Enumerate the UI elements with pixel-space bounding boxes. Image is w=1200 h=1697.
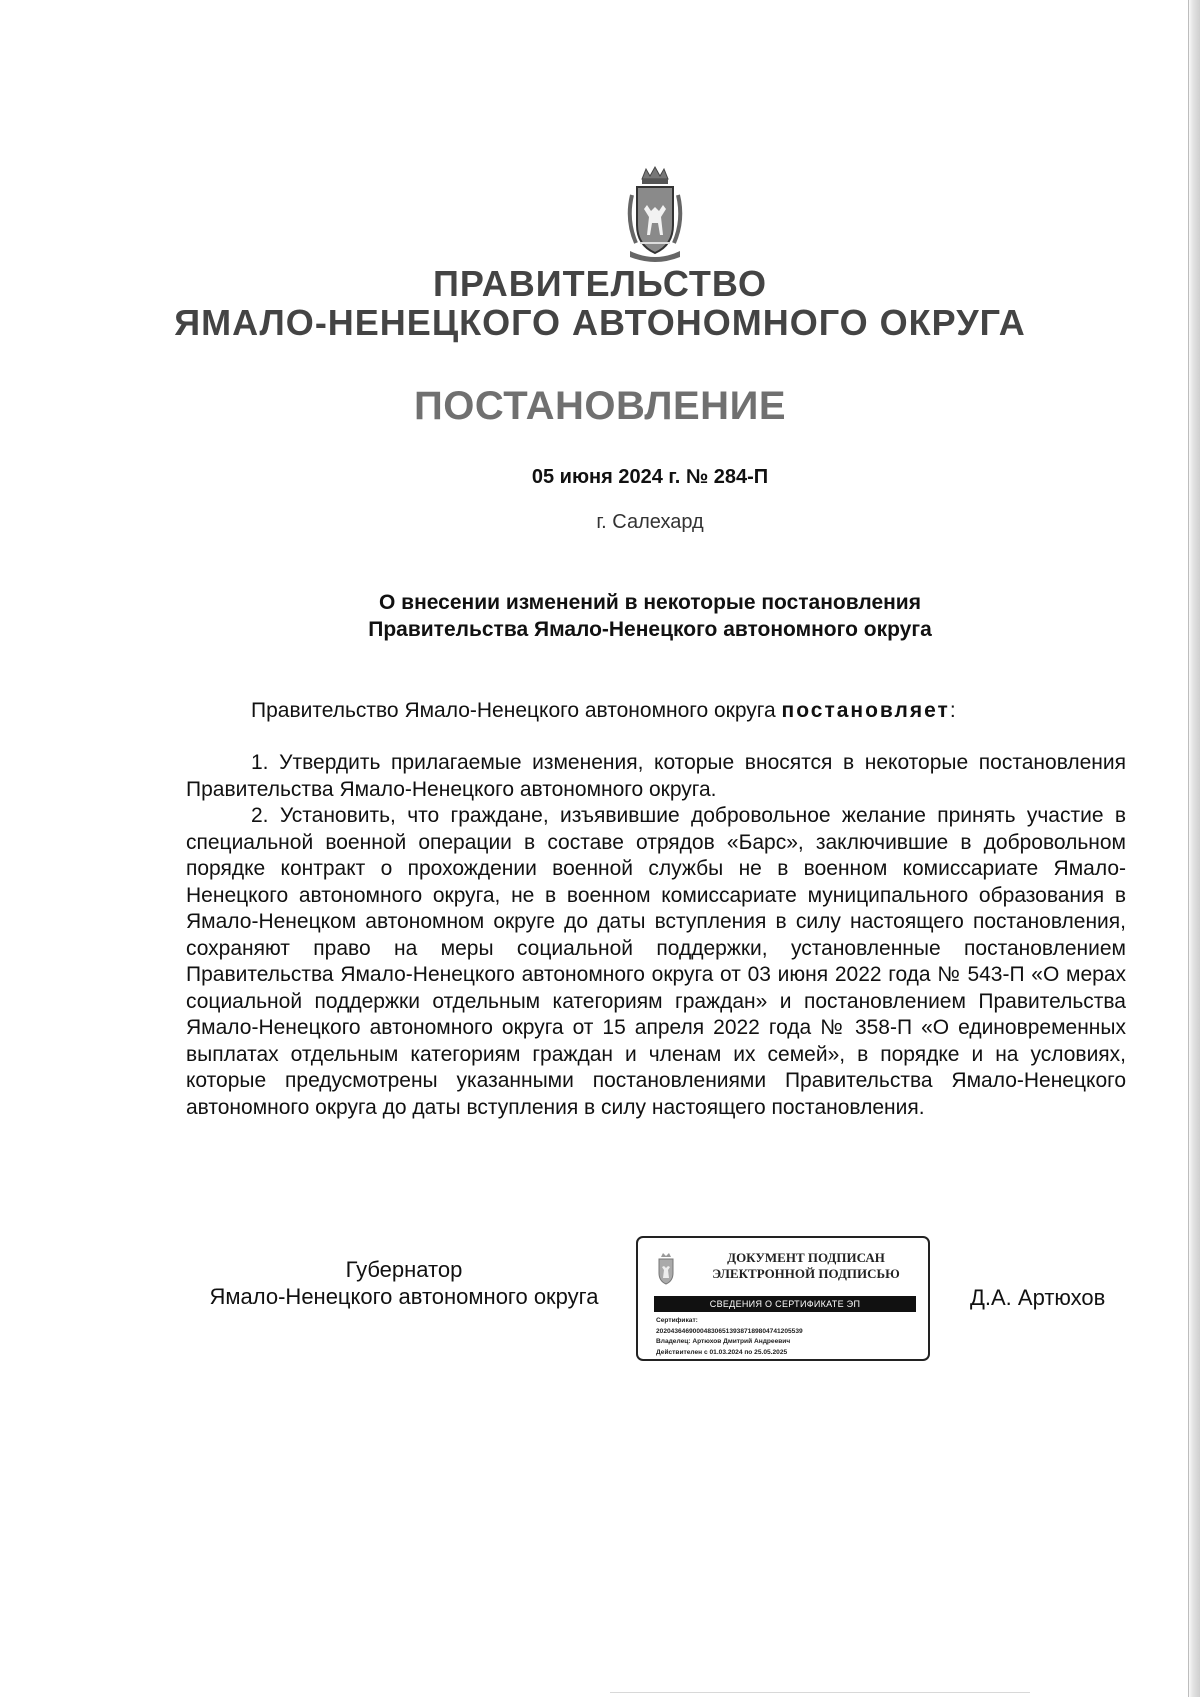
preamble-emphasis: постановляет <box>781 699 950 722</box>
stamp-certificate-details <box>656 1316 922 1358</box>
electronic-signature-stamp <box>636 1236 930 1361</box>
government-title: ПРАВИТЕЛЬСТВО <box>432 263 768 304</box>
subject-line: О внесении изменений в некоторые постановления <box>379 591 921 614</box>
stamp-heading <box>688 1250 924 1282</box>
document-city: г. Салехард <box>596 511 704 533</box>
certificate-label: Сертификат: <box>656 1317 698 1324</box>
document-date-number: 05 июня 2024 г. № 284-П <box>531 466 769 488</box>
scan-artifact-line <box>610 1692 1030 1693</box>
preamble <box>251 699 956 723</box>
document-type: ПОСТАНОВЛЕНИЕ <box>413 384 786 428</box>
preamble-suffix: : <box>949 699 956 722</box>
government-region: ЯМАЛО-НЕНЕЦКОГО АВТОНОМНОГО ОКРУГА <box>174 302 1026 343</box>
subject-line: Правительства Ямало-Ненецкого автономного округа <box>368 618 932 641</box>
signatory-position: Губернатор <box>345 1257 463 1282</box>
certificate-validity: Действителен с 01.03.2024 по 25.05.2025 <box>656 1348 788 1356</box>
document-subject <box>310 589 990 643</box>
document-body <box>186 750 1126 1121</box>
stamp-certificate-bar: СВЕДЕНИЯ О СЕРТИФИКАТЕ ЭП <box>654 1296 916 1312</box>
stamp-heading-line: ЭЛЕКТРОННОЙ ПОДПИСЬЮ <box>712 1266 900 1281</box>
paragraph-1: 1. Утвердить прилагаемые изменения, которые вносятся в некоторые постановления Правительства Ямало-Ненецкого автономного округа. <box>186 751 1126 801</box>
coat-of-arms-icon <box>620 165 690 265</box>
coat-of-arms-icon <box>654 1252 678 1288</box>
stamp-heading-line: ДОКУМЕНТ ПОДПИСАН <box>727 1250 885 1265</box>
signatory-title <box>186 1256 622 1310</box>
signer-name: Д.А. Артюхов <box>970 1285 1106 1310</box>
signatory-region: Ямало-Ненецкого автономного округа <box>209 1284 599 1309</box>
certificate-number: 2020436469000483065139387189804741205539 <box>656 1327 803 1335</box>
page-edge-shadow <box>1188 0 1200 1697</box>
paragraph-2: 2. Установить, что граждане, изъявившие добровольное желание принять участие в специальной военной операции в составе отрядов «Барс», заключившие в добровольном порядке контракт о прохождении военной службы не в военном комиссариате Ямало-Ненецкого автономного округа, не в военном комиссариате муниципального образования в Ямало-Ненецком автономном округе до даты вступления в силу настоящего постановления, сохраняют право на меры социальной поддержки, установленные постановлением Правительства Ямало-Ненецкого автономного округа от 03 июня 2022 года № 543-П «О мерах социальной поддержки отдельным категориям граждан» и постановлением Правительства Ямало-Ненецкого автономного округа от 15 апреля 2022 года № 358-П «О единовременных выплатах отдельным категориям граждан и членам их семей», в порядке и на условиях, которые предусмотрены указанными постановлениями Правительства Ямало-Ненецкого автономного округа до даты вступления в силу настоящего постановления. <box>186 804 1126 1119</box>
certificate-owner: Владелец: Артюхов Дмитрий Андреевич <box>656 1338 791 1345</box>
preamble-text: Правительство Ямало-Ненецкого автономного округа <box>251 699 782 722</box>
